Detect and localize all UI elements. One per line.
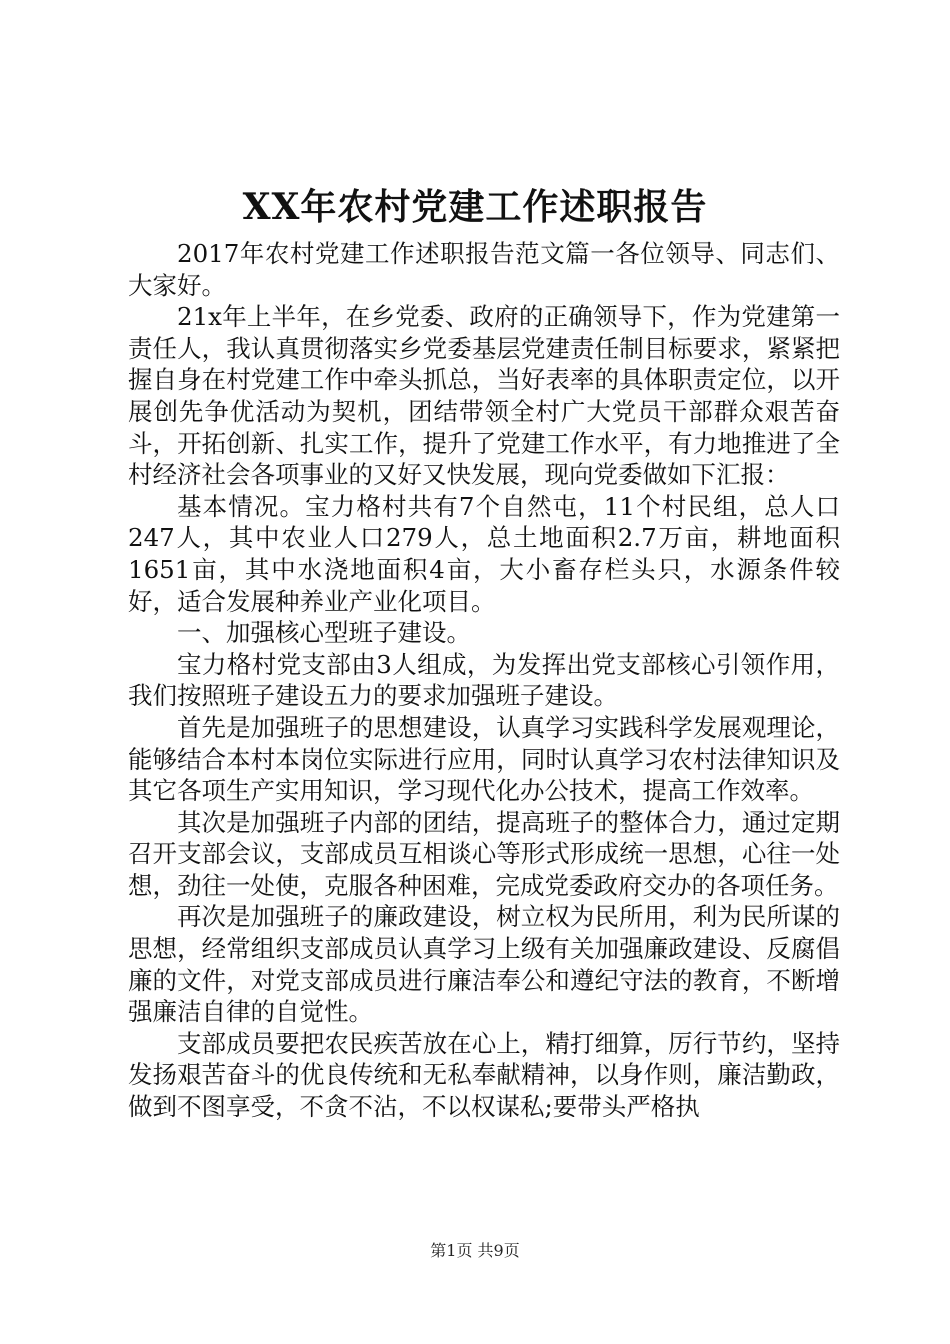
- document-title: XX年农村党建工作述职报告: [242, 186, 708, 228]
- paragraph: 其次是加强班子内部的团结，提高班子的整体合力，通过定期召开支部会议，支部成员互相谈心等形式形成统一思想，心往一处想，劲往一处使，克服各种困难，完成党委政府交办的各项任务。: [128, 807, 840, 900]
- paragraph: 基本情况。宝力格村共有7个自然屯，11个村民组，总人口247人，其中农业人口279人，总土地面积2.7万亩，耕地面积1651亩，其中水浇地面积4亩，大小畜存栏头只，水源条件较好，适合发展种养业产业化项目。: [128, 491, 840, 616]
- paragraph: 2017年农村党建工作述职报告范文篇一各位领导、同志们、大家好。: [128, 239, 840, 300]
- paragraph: 首先是加强班子的思想建设，认真学习实践科学发展观理论，能够结合本村本岗位实际进行应用，同时认真学习农村法律知识及其它各项生产实用知识，学习现代化办公技术，提高工作效率。: [128, 712, 840, 806]
- paragraph: 支部成员要把农民疾苦放在心上，精打细算，厉行节约，坚持发扬艰苦奋斗的优良传统和无私奉献精神，以身作则，廉洁勤政，做到不图享受，不贪不沾，不以权谋私;要带头严格执: [128, 1028, 840, 1122]
- paragraph: 再次是加强班子的廉政建设，树立权为民所用，利为民所谋的思想，经常组织支部成员认真学习上级有关加强廉政建设、反腐倡廉的文件，对党支部成员进行廉洁奉公和遵纪守法的教育，不断增强廉洁自律的自觉性。: [128, 902, 840, 1027]
- document-body: [128, 238, 840, 1123]
- paragraph: 21x年上半年，在乡党委、政府的正确领导下，作为党建第一责任人，我认真贯彻落实乡党委基层党建责任制目标要求，紧紧把握自身在村党建工作中牵头抓总，当好表率的具体职责定位，以开展创先争优活动为契机，团结带领全村广大党员干部群众艰苦奋斗，开拓创新、扎实工作，提升了党建工作水平，有力地推进了全村经济社会各项事业的又好又快发展，现向党委做如下汇报：: [128, 302, 840, 490]
- paragraph: 宝力格村党支部由3人组成，为发挥出党支部核心引领作用，我们按照班子建设五力的要求加强班子建设。: [128, 649, 840, 711]
- page-footer: 第1页 共9页: [430, 1241, 520, 1260]
- paragraph: 一、加强核心型班子建设。: [177, 618, 471, 648]
